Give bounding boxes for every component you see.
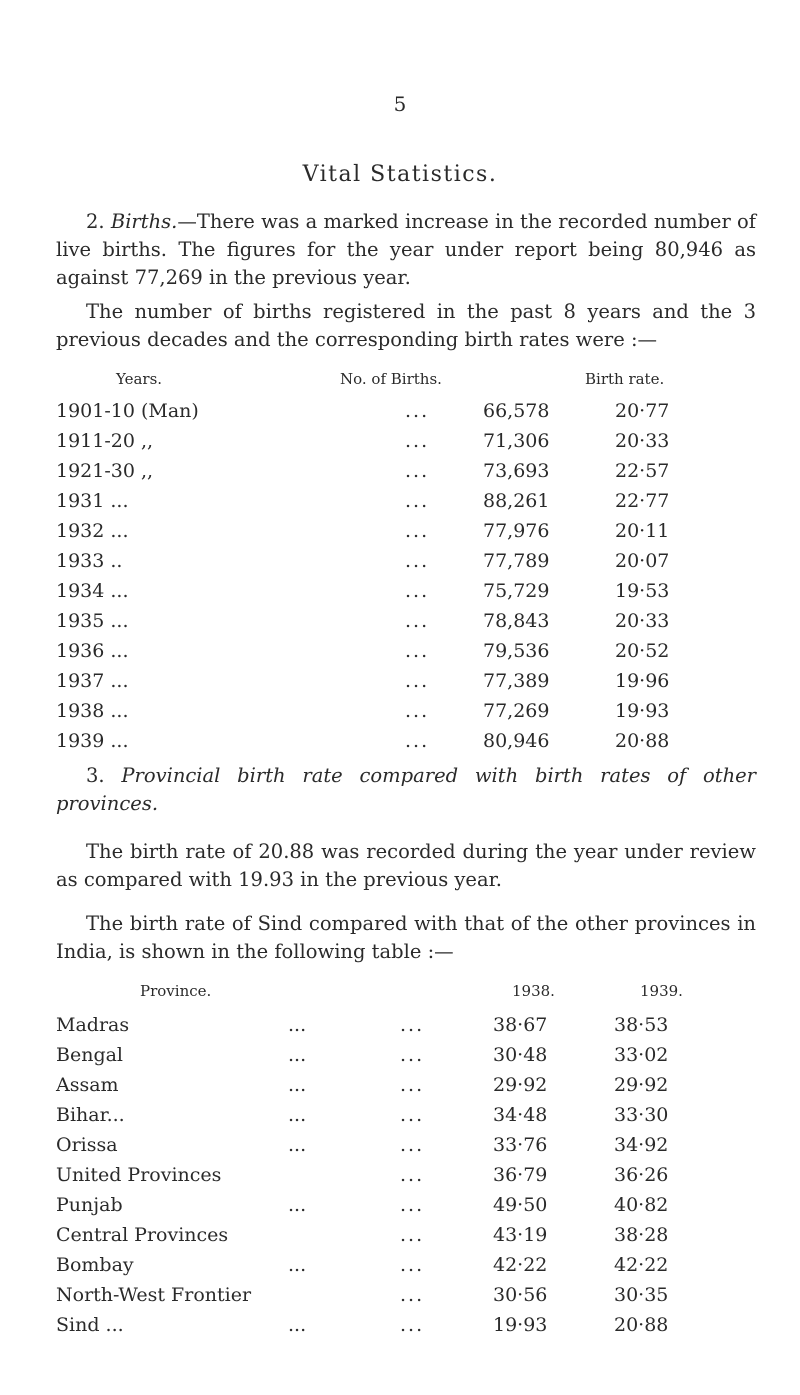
births-paragraph — [56, 208, 756, 292]
table-row: United Provinces ... 36·79 36·26 — [56, 1164, 669, 1186]
table-row: Bombay ... ... 42·22 42·22 — [56, 1254, 669, 1276]
column-header-1938: 1938. — [512, 982, 555, 1000]
column-header-province: Province. — [140, 982, 212, 1000]
table-row: 1939 ... ... 80,946 20·88 — [56, 730, 670, 752]
table-row: Bengal ... ... 30·48 33·02 — [56, 1044, 669, 1066]
table-row: Orissa ... ... 33·76 34·92 — [56, 1134, 669, 1156]
column-header-births: No. of Births. — [340, 370, 442, 388]
table-row: Bihar... ... ... 34·48 33·30 — [56, 1104, 669, 1126]
section-heading: Provincial birth rate compared with birth rates of other provinces. — [56, 764, 756, 815]
column-header-rate: Birth rate. — [585, 370, 665, 388]
table-row: 1911-20 ,, ... 71,306 20·33 — [56, 430, 670, 452]
table-row: 1921-30 ,, ... 73,693 22·57 — [56, 460, 670, 482]
table-row: Madras ... ... 38·67 38·53 — [56, 1014, 669, 1036]
table-row: 1901-10 (Man) ... 66,578 20·77 — [56, 400, 670, 422]
section-3-heading — [56, 762, 756, 818]
table-row: 1931 ... ... 88,261 22·77 — [56, 490, 670, 512]
table-row: 1933 .. ... 77,789 20·07 — [56, 550, 670, 572]
page-title: Vital Statistics. — [302, 162, 498, 187]
page-number: 5 — [393, 92, 407, 116]
table-row: Assam ... ... 29·92 29·92 — [56, 1074, 669, 1096]
comparison-intro: The birth rate of Sind compared with that of the other provinces in India, is shown in the following table :— — [56, 912, 756, 963]
column-header-years: Years. — [116, 370, 163, 388]
table-row: 1938 ... ... 77,269 19·93 — [56, 700, 670, 722]
section-heading: Births. — [110, 210, 178, 233]
table-row: Sind ... ... ... 19·93 20·88 — [56, 1314, 669, 1336]
table-row: Punjab ... ... 49·50 40·82 — [56, 1194, 669, 1216]
births-text: —There was a marked increase in the recorded number of live births. The figures for the year under report being 80,946 as against 77,269 in the previous year. — [56, 210, 756, 289]
births-intro: The number of births registered in the past 8 years and the 3 previous decades and the corresponding birth rates were :— — [56, 300, 756, 351]
section-number: 2. — [86, 210, 105, 233]
table-row: 1936 ... ... 79,536 20·52 — [56, 640, 670, 662]
table-row: Central Provinces ... 43·19 38·28 — [56, 1224, 669, 1246]
table-row: 1935 ... ... 78,843 20·33 — [56, 610, 670, 632]
column-header-1939: 1939. — [640, 982, 683, 1000]
table-row: 1932 ... ... 77,976 20·11 — [56, 520, 670, 542]
birth-rate-paragraph: The birth rate of 20.88 was recorded during the year under review as compared with 19.93 in the previous year. — [56, 840, 756, 891]
table-row: 1934 ... ... 75,729 19·53 — [56, 580, 670, 602]
section-number: 3. — [86, 764, 105, 787]
table-row: North-West Frontier ... 30·56 30·35 — [56, 1284, 669, 1306]
table-row: 1937 ... ... 77,389 19·96 — [56, 670, 670, 692]
